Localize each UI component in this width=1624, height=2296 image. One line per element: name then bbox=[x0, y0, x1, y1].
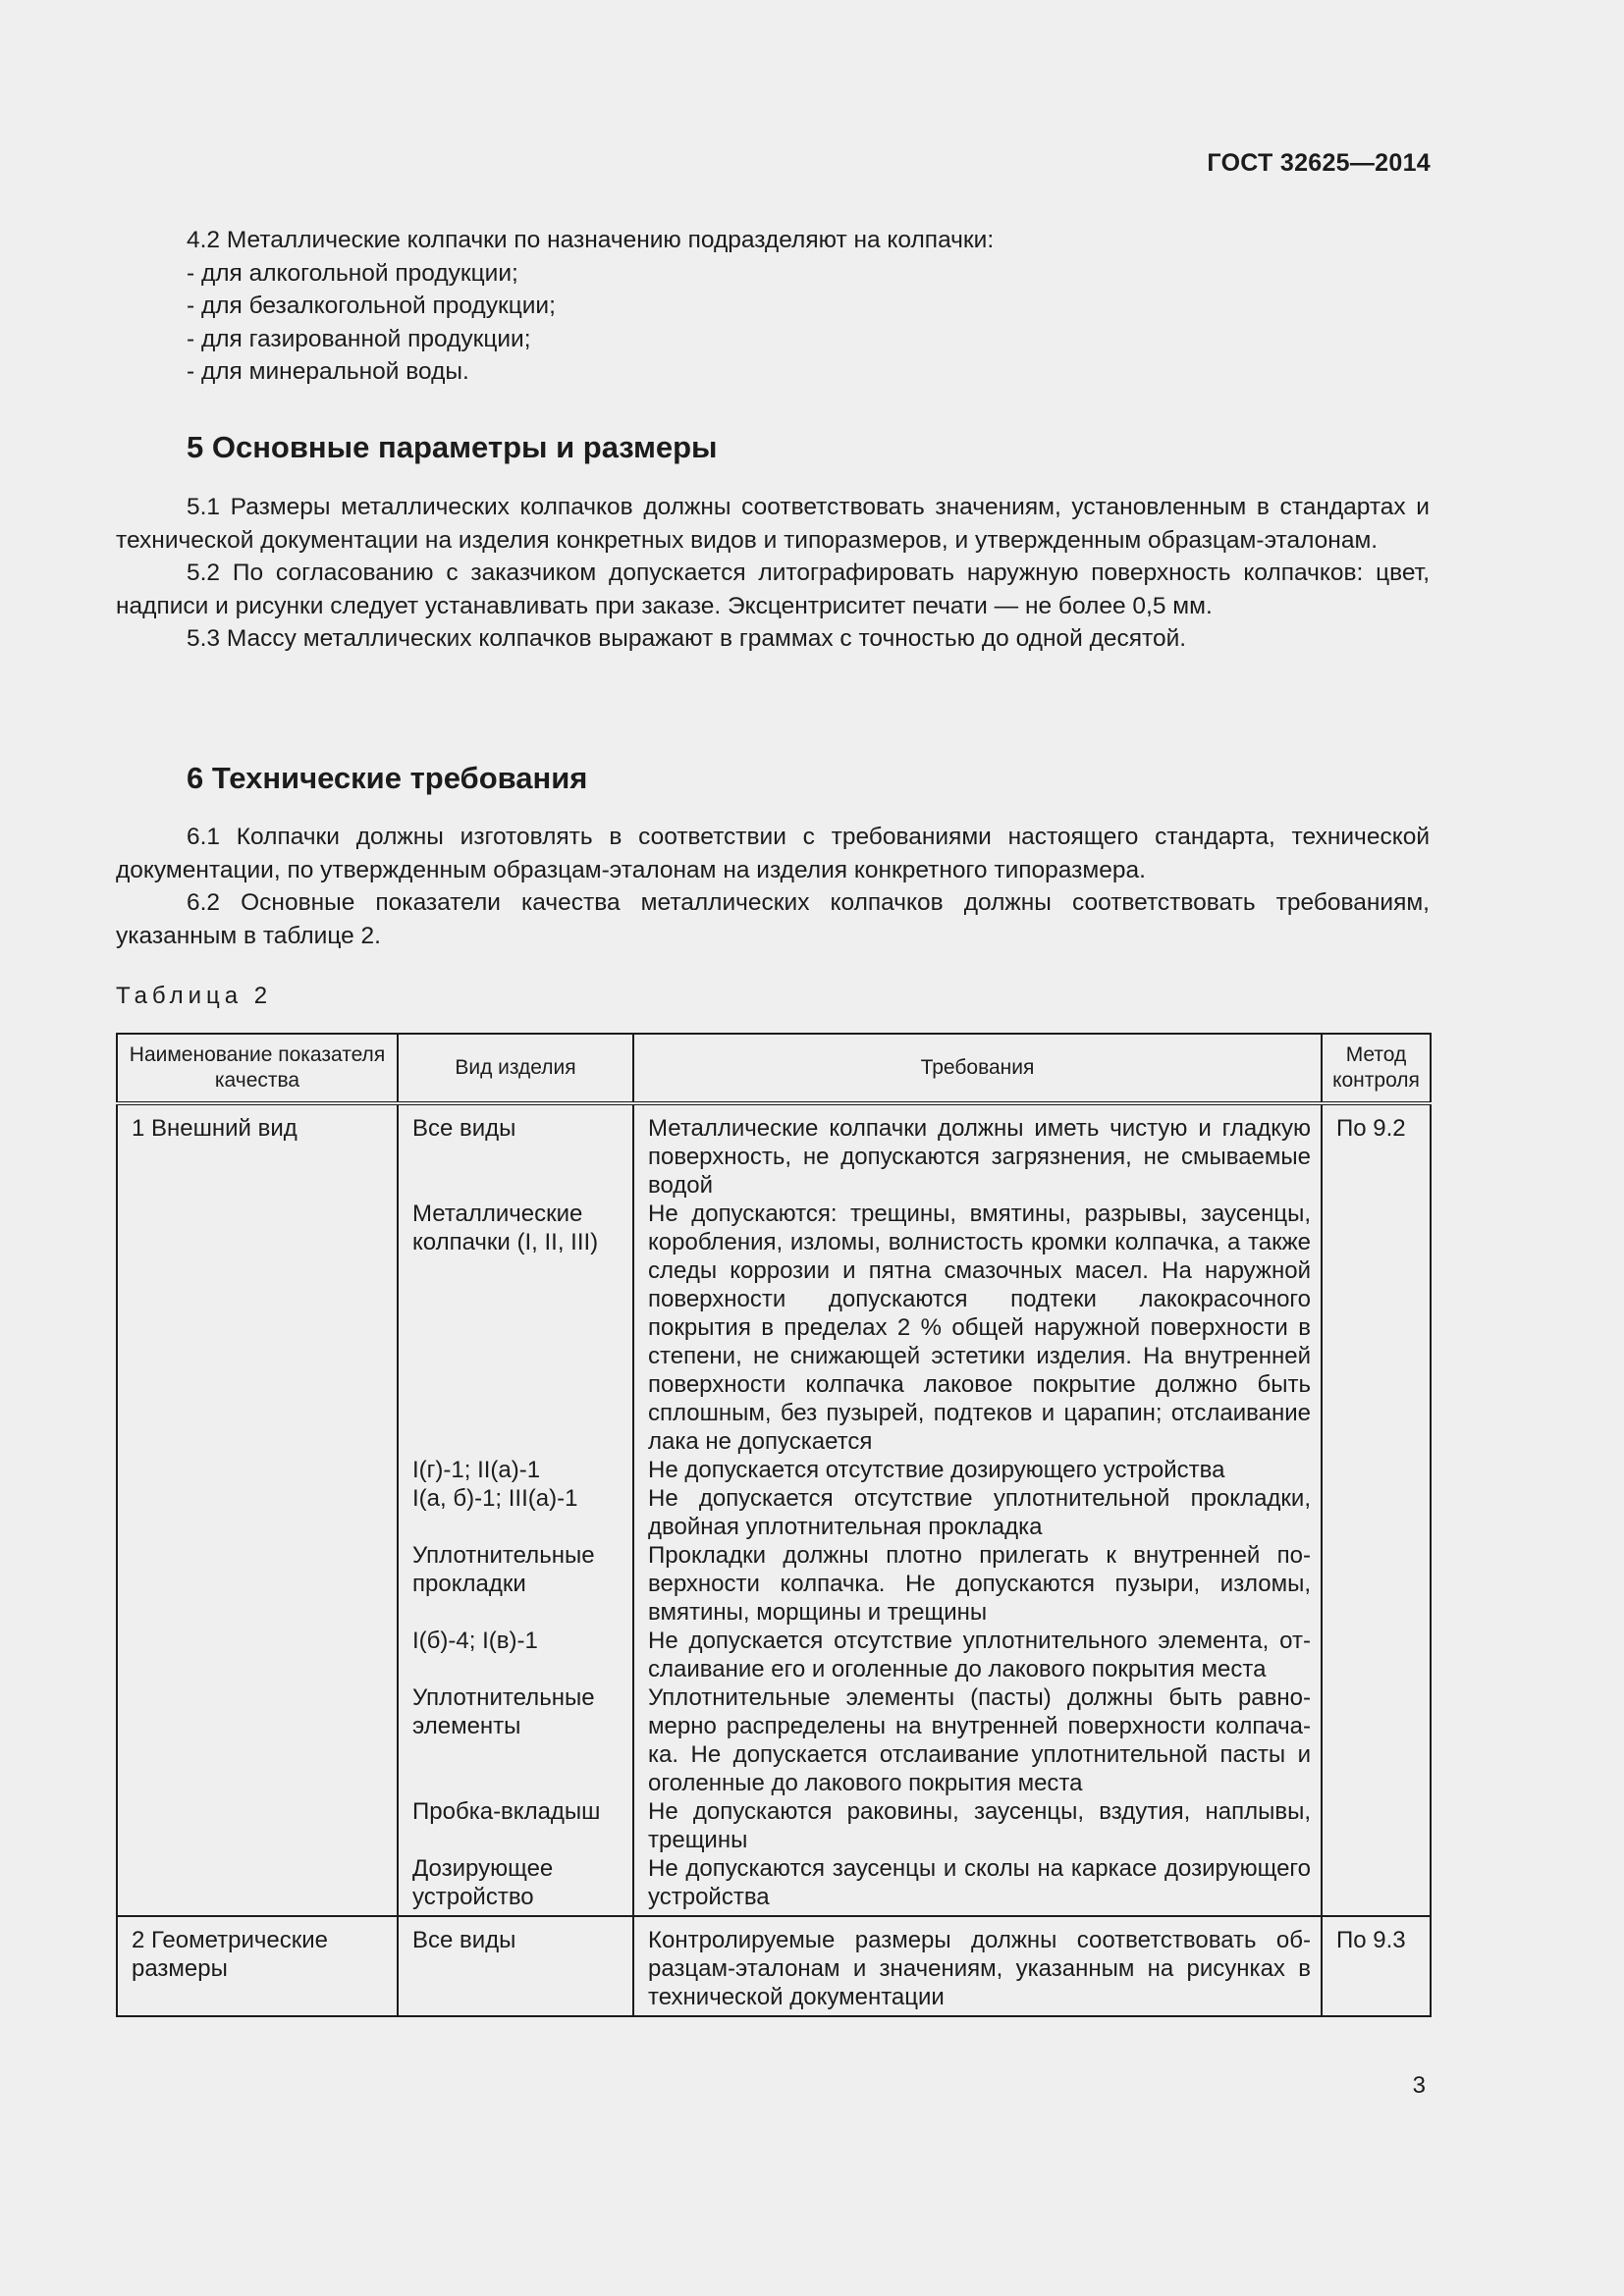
cell-requirements bbox=[633, 1916, 1322, 2016]
requirement-entry: Не допускаются: трещины, вмятины, разрывы, заусенцы, коробления, изломы, волнистость кромки колпачка, а также следы коррозии и пятна смазочных масел. На наружной поверхности допускаются подтеки лакокрасочного покрытия в пределах 2 % общей наружной поверхности в степени, не снижающей эстетики изделия. На внутренней поверхности колпачка лаковое покрытие должно быть сплошным, без пузырей, подтеков и царапин; отслаивание лака не допускается bbox=[648, 1201, 1311, 1455]
kind-entry: Уплотнительные прокладки bbox=[412, 1542, 595, 1597]
table-body bbox=[117, 1103, 1431, 2016]
clause-4-2-intro: 4.2 Металлические колпачки по назначению подразделяют на колпачки: bbox=[187, 227, 995, 253]
clause-5-2: 5.2 По согласованию с заказчиком допускается литографировать наружную поверхность колпачков: цвет, надписи и рисунки следует устанавливать при заказе. Эксцентриситет печати — не более 0,5 мм. bbox=[116, 560, 1430, 619]
clause-4-2 bbox=[116, 224, 1430, 389]
document-code: ГОСТ 32625—2014 bbox=[1207, 149, 1431, 177]
requirement-entry: Не допускается отсутствие уплотнительной прокладки, двойная уплотнительная прокладка bbox=[648, 1485, 1311, 1540]
clause-5-1: 5.1 Размеры металлических колпачков должны соответствовать значениям, установленным в стандартах и технической документации на изделия конкретных видов и типоразмеров, и утвержденным образцам-эталонам. bbox=[116, 494, 1430, 554]
cell-kind bbox=[398, 1916, 633, 2016]
cell-kind bbox=[398, 1103, 633, 1916]
kind-entry: I(б)-4; I(в)-1 bbox=[412, 1628, 538, 1654]
cell-method: По 9.3 bbox=[1322, 1916, 1431, 2016]
kind-entry: I(а, б)-1; III(а)-1 bbox=[412, 1485, 578, 1512]
list-item: - для газированной продукции; bbox=[187, 325, 531, 352]
table-row bbox=[117, 1103, 1431, 1916]
requirement-entry: Уплотнительные элементы (пасты) должны быть равномерно распределены на внутренней поверхности колпачака. Не допускается отслаивание уплотнительной пасты и оголенные до лакового покрытия места bbox=[648, 1684, 1311, 1796]
kind-entry: Металлические колпачки (I, II, III) bbox=[412, 1201, 599, 1255]
kind-entry: Все виды bbox=[412, 1115, 516, 1142]
clause-6-2: 6.2 Основные показатели качества металлических колпачков должны соответствовать требованиям, указанным в таблице 2. bbox=[116, 889, 1430, 949]
cell-requirements bbox=[633, 1103, 1322, 1916]
page-number: 3 bbox=[1412, 2072, 1426, 2099]
requirement-entry: Не допускаются заусенцы и сколы на каркасе дозирующего устройства bbox=[648, 1855, 1311, 1910]
kind-entry: Дозирующее устройство bbox=[412, 1855, 554, 1910]
requirement-entry: Прокладки должны плотно прилегать к внутренней поверхности колпачка. Не допускаются пузыри, изломы, вмятины, морщины и трещины bbox=[648, 1542, 1311, 1626]
header-kind: Вид изделия bbox=[398, 1034, 633, 1103]
cell-indicator: 2 Геометрические размеры bbox=[117, 1916, 398, 2016]
kind-entry: Пробка-вкладыш bbox=[412, 1798, 601, 1825]
list-item: - для минеральной воды. bbox=[187, 358, 469, 385]
list-item: - для алкогольной продукции; bbox=[187, 259, 518, 287]
header-requirements: Требования bbox=[633, 1034, 1322, 1103]
cell-indicator: 1 Внешний вид bbox=[117, 1103, 398, 1916]
requirement-entry: Не допускается отсутствие дозирующего устройства bbox=[648, 1457, 1225, 1483]
table-row bbox=[117, 1916, 1431, 2016]
section-6-body bbox=[116, 821, 1430, 952]
clause-5-3: 5.3 Массу металлических колпачков выражают в граммах с точностью до одной десятой. bbox=[187, 625, 1187, 652]
table-caption: Таблица 2 bbox=[116, 983, 273, 1009]
requirement-entry: Металлические колпачки должны иметь чистую и гладкую поверхность, не допускаются загрязнения, не смываемые водой bbox=[648, 1115, 1311, 1199]
kind-entry: I(г)-1; II(а)-1 bbox=[412, 1457, 541, 1483]
header-indicator: Наименование показателя качества bbox=[117, 1034, 398, 1103]
section-5-title: 5 Основные параметры и размеры bbox=[187, 430, 718, 464]
cell-method: По 9.2 bbox=[1322, 1103, 1431, 1916]
requirement-entry: Не допускается отсутствие уплотнительного элемента, отслаивание его и оголенные до лакового покрытия места bbox=[648, 1628, 1311, 1682]
list-item: - для безалкогольной продукции; bbox=[187, 293, 556, 319]
requirement-entry: Контролируемые размеры должны соответствовать образцам-эталонам и значениям, указанным на рисунках в технической документации bbox=[648, 1927, 1311, 2010]
requirements-table bbox=[116, 1033, 1432, 2017]
kind-entry: Уплотнительные элементы bbox=[412, 1684, 595, 1739]
table-header-row bbox=[117, 1034, 1431, 1103]
kind-entry: Все виды bbox=[412, 1927, 516, 1953]
requirement-entry: Не допускаются раковины, заусенцы, вздутия, наплывы, трещины bbox=[648, 1798, 1311, 1853]
section-6-title: 6 Технические требования bbox=[187, 761, 588, 795]
clause-6-1: 6.1 Колпачки должны изготовлять в соответствии с требованиями настоящего стандарта, технической документации, по утвержденным образцам-эталонам на изделия конкретного типоразмера. bbox=[116, 824, 1430, 883]
section-5-body bbox=[116, 491, 1430, 656]
header-method: Метод контроля bbox=[1322, 1034, 1431, 1103]
